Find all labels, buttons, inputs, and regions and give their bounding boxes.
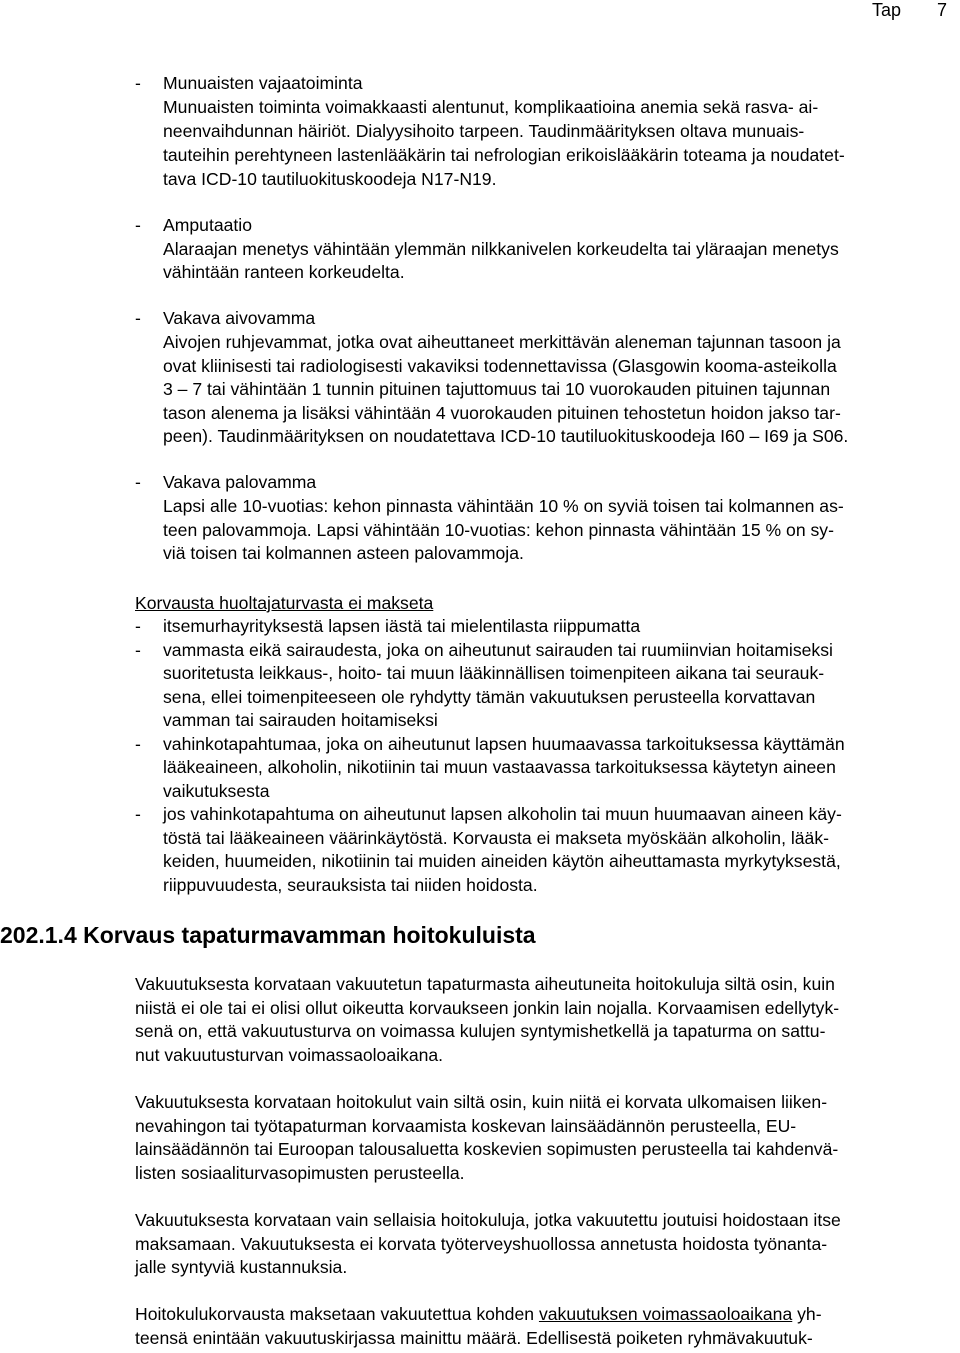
text-line: Vakuutuksesta korvataan vakuutetun tapaturmasta aiheutuneita hoitokuluja siltä osin, kuin bbox=[135, 974, 835, 994]
text-line: tava ICD-10 tautiluokituskoodeja N17-N19. bbox=[163, 169, 497, 189]
text-line: teen palovammoja. Lapsi vähintään 10-vuotias: kehon pinnasta vähintään 15 % on sy- bbox=[163, 520, 834, 540]
text-line: vähintään ranteen korkeudelta. bbox=[163, 262, 405, 282]
page-number: 7 bbox=[937, 0, 948, 20]
list-dash: - bbox=[135, 616, 141, 636]
text-line: lainsäädännön tai Euroopan talousaluetta koskevien sopimusten perusteella tai kahdenvä- bbox=[135, 1139, 839, 1159]
text-line: Aivojen ruhjevammat, jotka ovat aiheuttaneet merkittävän aleneman tajunnan tasoon ja bbox=[163, 332, 841, 352]
text-line: Vakuutuksesta korvataan hoitokulut vain siltä osin, kuin niitä ei korvata ulkomaisen liiken- bbox=[135, 1092, 828, 1112]
underlined-term: vakuutuksen voimassaoloaikana bbox=[538, 1304, 793, 1324]
list-item: lääkeaineen, alkoholin, nikotiinin tai muun vastaavassa tarkoituksessa käytetyn aineen bbox=[163, 757, 836, 777]
text-line: maksamaan. Vakuutuksesta ei korvata työterveyshuollossa annetusta hoidosta työnanta- bbox=[135, 1234, 828, 1254]
list-item: vaikutuksesta bbox=[163, 781, 270, 801]
text-line: tauteihin perehtyneen lastenlääkärin tai nefrologian erikoislääkärin toteama ja noudatet- bbox=[163, 145, 845, 165]
text-line: listen sosiaaliturvasopimusten perusteella. bbox=[135, 1163, 465, 1183]
exclusions-title: Korvausta huoltajaturvasta ei makseta bbox=[135, 593, 434, 613]
text-line: Lapsi alle 10-vuotias: kehon pinnasta vähintään 10 % on syviä toisen tai kolmannen as- bbox=[163, 496, 844, 516]
text-line: jalle syntyviä kustannuksia. bbox=[135, 1257, 348, 1277]
text-line: ovat kliinisesti tai radiologisesti vakaviksi todennettavissa (Glasgowin kooma-asteikolla bbox=[163, 356, 837, 376]
list-dash: - bbox=[135, 73, 141, 93]
text-segment: Hoitokulukorvausta maksetaan vakuutettua kohden bbox=[135, 1304, 539, 1324]
text-line: peen). Taudinmäärityksen on noudatettava ICD-10 tautiluokituskoodeja I60 – I69 ja S06. bbox=[163, 426, 849, 446]
list-item: itsemurhayrityksestä lapsen iästä tai mielentilasta riippumatta bbox=[163, 616, 641, 636]
list-dash: - bbox=[135, 472, 141, 492]
section-title: Munuaisten vajaatoiminta bbox=[163, 73, 363, 93]
list-dash: - bbox=[135, 640, 141, 660]
text-line: tason alenema ja lisäksi vähintään 4 vuorokauden pituinen tehostetun hoidon jakso tar- bbox=[163, 403, 841, 423]
list-item: töstä tai lääkeaineen väärinkäytöstä. Korvausta ei makseta myöskään alkoholin, lääk- bbox=[163, 828, 829, 848]
list-item: vamman tai sairauden hoitamiseksi bbox=[163, 710, 438, 730]
list-dash: - bbox=[135, 734, 141, 754]
text-segment: yh- bbox=[792, 1304, 822, 1324]
section-title: Amputaatio bbox=[163, 215, 252, 235]
list-dash: - bbox=[135, 215, 141, 235]
list-item: riippuvuudesta, seurauksista tai niiden hoidosta. bbox=[163, 875, 538, 895]
text-line: teensä enintään vakuutuskirjassa mainittu määrä. Edellisestä poiketen ryhmävakuutuk- bbox=[135, 1328, 813, 1348]
text-line: Vakuutuksesta korvataan vain sellaisia hoitokuluja, jotka vakuutettu joutuisi hoidostaan itse bbox=[135, 1210, 841, 1230]
list-item: keiden, huumeiden, nikotiinin tai muiden aineiden käytön aiheuttamasta myrkytyksestä, bbox=[163, 851, 841, 871]
text-line: nut vakuutusturvan voimassaoloaikana. bbox=[135, 1045, 444, 1065]
section-title: Vakava palovamma bbox=[163, 472, 317, 492]
list-item: sena, ellei toimenpiteeseen ole ryhdytty tämän vakuutuksen perusteella korvattavan bbox=[163, 687, 816, 707]
text-line: senä on, että vakuutusturva on voimassa kulujen syntymishetkellä ja tapaturma on sattu- bbox=[135, 1021, 826, 1041]
text-line: viä toisen tai kolmannen asteen palovammoja. bbox=[163, 543, 524, 563]
text-line: niistä ei ole tai ei olisi ollut oikeutta korvaukseen jonkin lain nojalla. Korvaamisen edellytyk- bbox=[135, 998, 840, 1018]
text-line: Munuaisten toiminta voimakkaasti alentunut, komplikaatioina anemia sekä rasva- ai- bbox=[163, 97, 819, 117]
list-dash: - bbox=[135, 804, 141, 824]
text-line: nevahingon tai työtapaturman korvaamista koskevan lainsäädännön perusteella, EU- bbox=[135, 1116, 797, 1136]
list-item: jos vahinkotapahtuma on aiheutunut lapsen alkoholin tai muun huumaavan aineen käy- bbox=[163, 804, 842, 824]
section-heading: 202.1.4 Korvaus tapaturmavamman hoitokuluista bbox=[0, 922, 536, 948]
list-item: suoritetusta leikkaus-, hoito- tai muun lääkinnällisen toimenpiteen aikana tai seurauk- bbox=[163, 663, 825, 683]
header-label: Tap bbox=[872, 0, 902, 20]
section-title: Vakava aivovamma bbox=[163, 308, 316, 328]
text-line bbox=[135, 1303, 822, 1326]
text-line: neenvaihdunnan häiriöt. Dialyysihoito tarpeen. Taudinmäärityksen oltava munuais- bbox=[163, 121, 805, 141]
text-line: 3 – 7 tai vähintään 1 tunnin pituinen tajuttomuus tai 10 vuorokauden pituinen tajunnan bbox=[163, 379, 831, 399]
list-item: vammasta eikä sairaudesta, joka on aiheutunut sairauden tai ruumiinvian hoitamiseksi bbox=[163, 640, 833, 660]
list-item: vahinkotapahtumaa, joka on aiheutunut lapsen huumaavassa tarkoituksessa käyttämän bbox=[163, 734, 845, 754]
text-line: Alaraajan menetys vähintään ylemmän nilkkanivelen korkeudelta tai yläraajan menetys bbox=[163, 239, 839, 259]
list-dash: - bbox=[135, 308, 141, 328]
